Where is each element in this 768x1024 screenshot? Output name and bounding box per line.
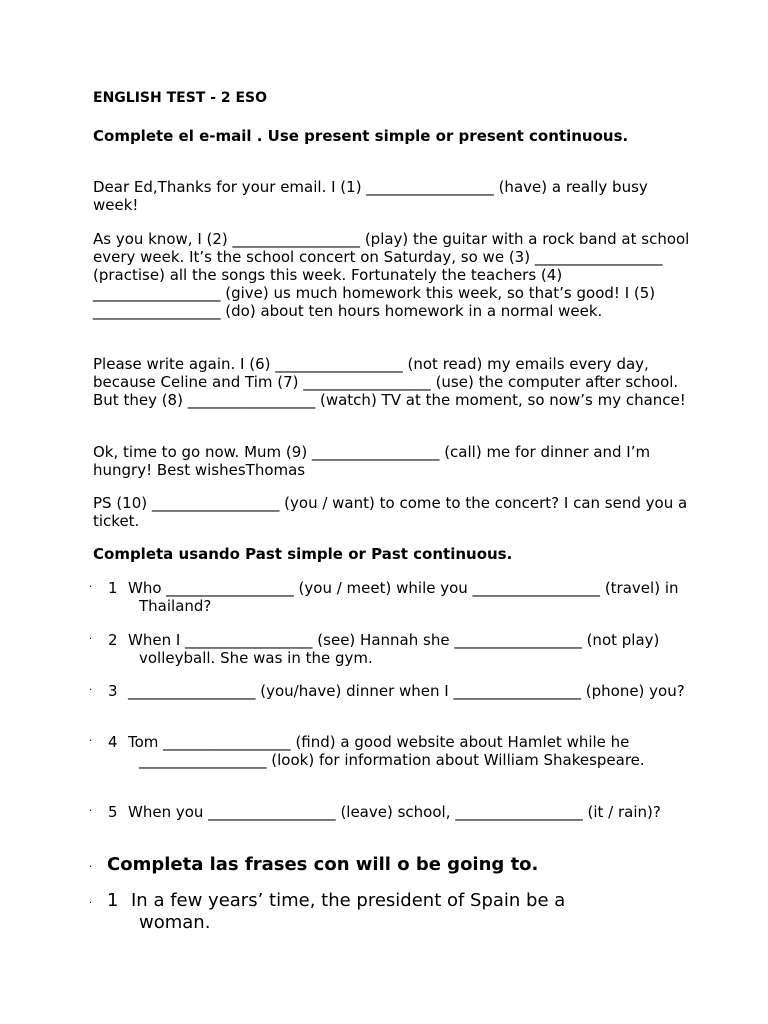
item-number: 5 [108,803,118,821]
list-item [89,803,693,821]
bullet: · [89,898,93,909]
section3-instruction: Completa las frases con will o be going to. [107,854,539,875]
bullet: · [89,806,93,817]
email-paragraph-2: As you know, I (2) _________________ (play) the guitar with a rock band at school every week. It’s the school concert on Saturday, so we (3) _________________ (practise) all the songs this week. Fortunately the teachers (4) _________________ (give) us much homework this week, so that’s good! I (5) _________________ (do) about ten hours homework in a normal week. [93,230,690,320]
item-text: In a few years’ time, the president of Spain be a woman. [131,890,566,933]
bullet: · [89,685,93,696]
item-number: 2 [108,631,118,649]
item-number: 3 [108,682,118,700]
item-number: 1 [108,579,118,597]
list-item [89,890,613,934]
item-number: 1 [107,890,119,911]
email-paragraph-5: PS (10) _________________ (you / want) to come to the concert? I can send you a ticket. [93,494,688,530]
bullet: · [89,736,93,747]
item-text: When you _________________ (leave) school, _________________ (it / rain)? [128,803,661,821]
email-paragraph-3: Please write again. I (6) _________________ (not read) my emails every day, because Celine and Tim (7) _________________ (use) the computer after school. But they (8) _________________ (watch) TV at the moment, so now’s my chance! [93,355,686,409]
bullet: · [89,634,93,645]
item-text: Who _________________ (you / meet) while you _________________ (travel) in Thailand? [128,579,679,615]
item-text: Tom _________________ (find) a good website about Hamlet while he _________________ (look) for information about William Shakespeare. [128,733,645,769]
email-paragraph-1: Dear Ed,Thanks for your email. I (1) _________________ (have) a really busy week! [93,178,648,214]
list-item [89,631,693,667]
item-text: _________________ (you/have) dinner when I _________________ (phone) you? [128,682,685,700]
test-title: ENGLISH TEST - 2 ESO [93,90,268,106]
item-text: When I _________________ (see) Hannah she _________________ (not play) volleyball. She was in the gym. [128,631,660,667]
item-number: 4 [108,733,118,751]
section1-instruction: Complete el e-mail . Use present simple or present continuous. [93,127,629,145]
list-item [89,579,693,615]
list-item [89,682,693,700]
email-paragraph-4: Ok, time to go now. Mum (9) _________________ (call) me for dinner and I’m hungry! Best wishesThomas [93,443,651,479]
bullet: · [89,862,93,873]
section2-instruction: Completa usando Past simple or Past continuous. [93,545,513,563]
list-item [89,733,693,769]
bullet: · [89,582,93,593]
